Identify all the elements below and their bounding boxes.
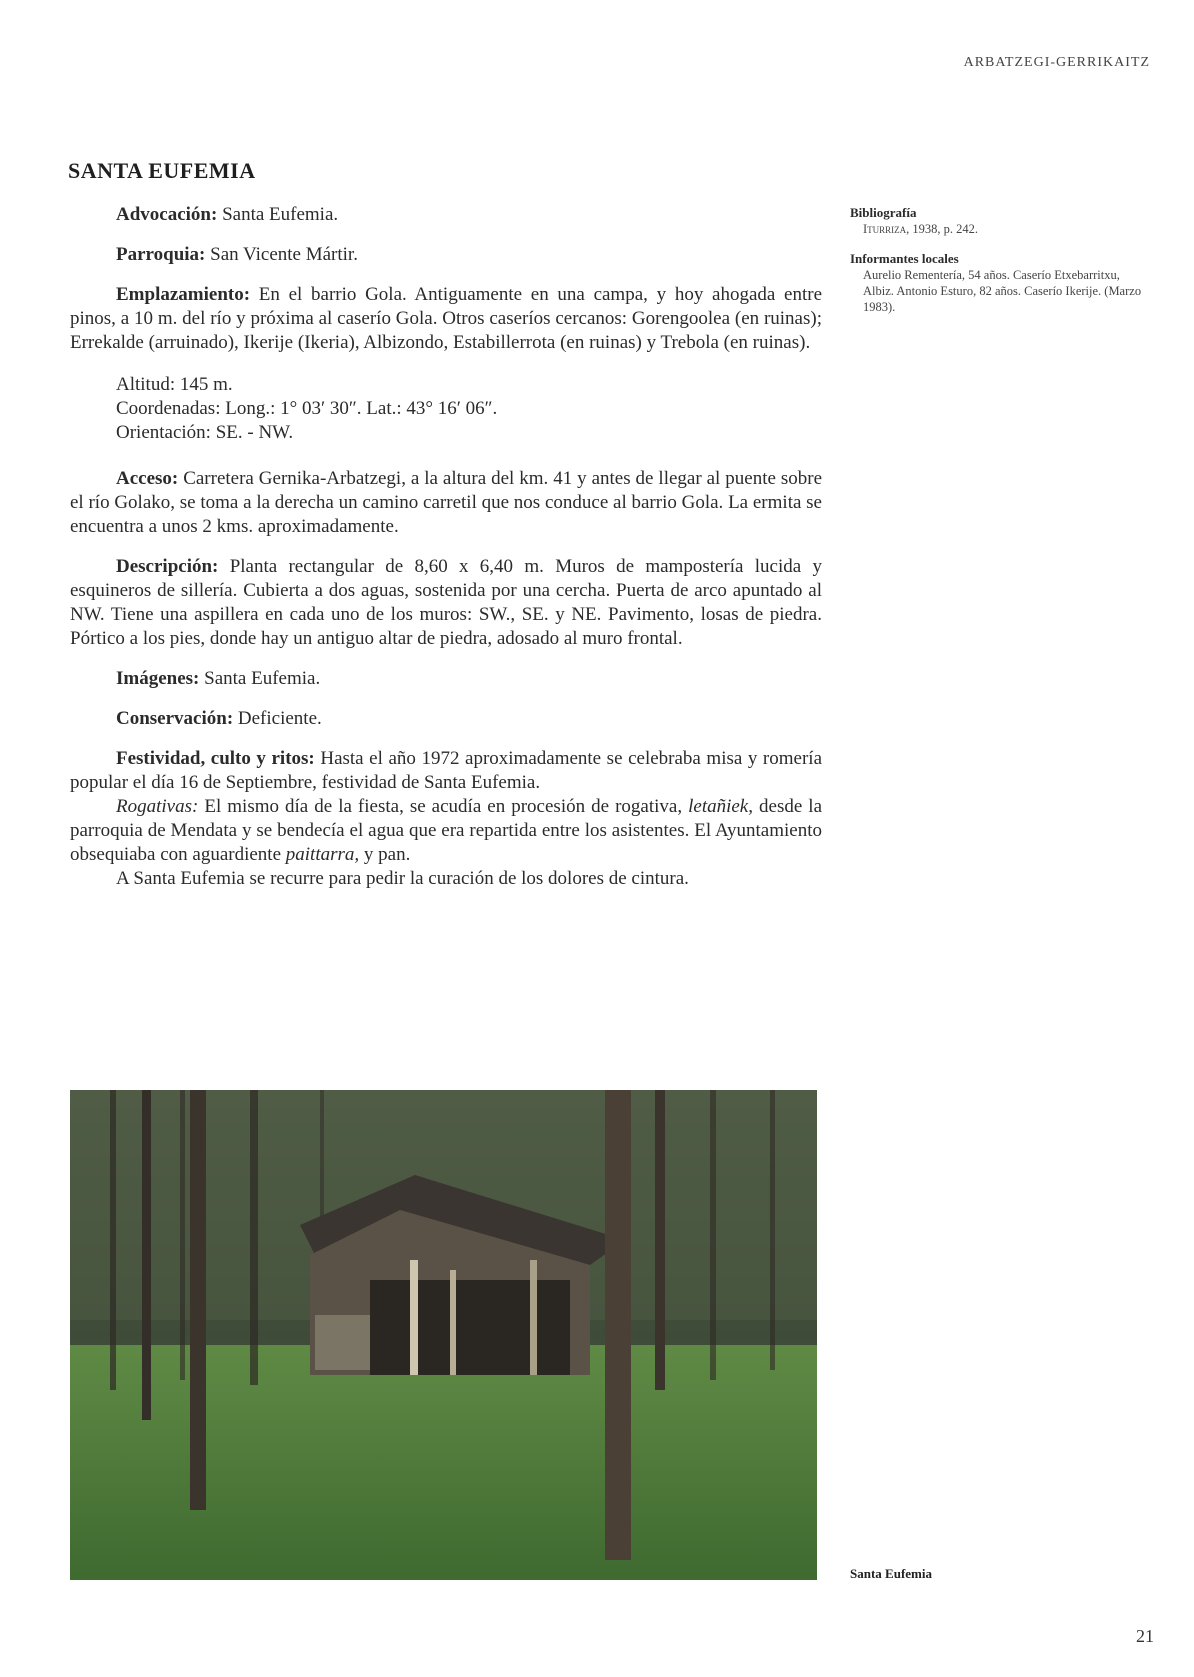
imagenes-label: Imágenes: xyxy=(116,668,200,689)
advocacion-text: Santa Eufemia. xyxy=(222,204,339,225)
emplazamiento-text: En el barrio Gola. Antiguamente en una campa, y hoy ahogada entre pinos, a 10 m. del río y próxima al caserío Gola. Otros caseríos cercanos: Gorengoolea (en ruinas); Errekalde (arruinado), Ikerije (Ikeria), Albizondo, Estabillerrota (en ruinas) y Trebola (en ruinas). xyxy=(70,284,823,353)
rogativas-paragraph xyxy=(70,795,822,867)
acceso-paragraph xyxy=(70,467,822,539)
coordenadas: Coordenadas: Long.: 1° 03′ 30″. Lat.: 43° 16′ 06″. xyxy=(116,398,498,419)
festividad-text: Hasta el año 1972 aproximadamente se celebraba misa y romería popular el día 16 de Septiembre, festividad de Santa Eufemia. xyxy=(70,748,823,793)
advocacion-label: Advocación: xyxy=(116,204,218,225)
conservacion-label: Conservación: xyxy=(116,708,234,729)
conservacion-text: Deficiente. xyxy=(237,708,322,729)
hermitage-photo xyxy=(70,1090,817,1580)
rogativas-word-a: letañiek, xyxy=(688,796,753,817)
page-title: SANTA EUFEMIA xyxy=(68,158,256,183)
bibliografia-heading: Bibliografía xyxy=(850,205,917,220)
acceso-text: Carretera Gernika-Arbatzegi, a la altura del km. 41 y antes de llegar al puente sobre el río Golako, se toma a la derecha un camino carretil que nos conduce al barrio Gola. La ermita se encuentra a unos 2 kms. aproximadamente. xyxy=(70,468,822,537)
informantes-heading: Informantes locales xyxy=(850,251,959,266)
bibliografia-entry xyxy=(863,221,1150,237)
rogativas-word-b: paittarra, xyxy=(285,844,360,865)
altitud: Altitud: 145 m. xyxy=(116,374,233,395)
descripcion-label: Descripción: xyxy=(116,556,219,577)
rogativas-label: Rogativas: xyxy=(116,796,199,817)
sidebar xyxy=(850,205,1150,329)
parroquia-paragraph xyxy=(70,243,822,267)
rogativas-text-c: y pan. xyxy=(363,844,411,865)
informantes-text: Aurelio Rementería, 54 años. Caserío Etxebarritxu, Albiz. Antonio Esturo, 82 años. Caserío Ikerije. (Marzo 1983). xyxy=(863,268,1142,314)
descripcion-paragraph xyxy=(70,555,822,651)
parroquia-text: San Vicente Mártir. xyxy=(210,244,358,265)
parroquia-label: Parroquia: xyxy=(116,244,206,265)
advocacion-paragraph xyxy=(70,203,822,227)
rogativas-text-a: El mismo día de la fiesta, se acudía en procesión de rogativa, xyxy=(204,796,683,817)
orientacion: Orientación: SE. - NW. xyxy=(116,422,294,443)
location-data xyxy=(116,373,822,445)
festividad-label: Festividad, culto y ritos: xyxy=(116,748,315,769)
acceso-label: Acceso: xyxy=(116,468,179,489)
emplazamiento-label: Emplazamiento: xyxy=(116,284,251,305)
main-text xyxy=(70,203,822,891)
imagenes-paragraph xyxy=(70,667,822,691)
conservacion-paragraph xyxy=(70,707,822,731)
bibliografia-author: Iturriza xyxy=(863,222,907,236)
bibliografia-rest: , 1938, p. 242. xyxy=(906,222,979,236)
descripcion-text: Planta rectangular de 8,60 x 6,40 m. Muros de mampostería lucida y esquineros de sillería. Cubierta a dos aguas, sostenida por una cercha. Puerta de arco apuntado al NW. Tiene una aspillera en cada uno de los muros: SW., SE. y NE. Pavimento, losas de piedra. Pórtico a los pies, donde hay un antiguo altar de piedra, adosado al muro frontal. xyxy=(70,556,823,649)
emplazamiento-paragraph xyxy=(70,283,822,355)
final-paragraph: A Santa Eufemia se recurre para pedir la curación de los dolores de cintura. xyxy=(116,868,689,889)
festividad-paragraph xyxy=(70,747,822,795)
imagenes-text: Santa Eufemia. xyxy=(204,668,321,689)
rogativas-text-b: desde la parroquia de Mendata y se bendecía el agua que era repartida entre los asistentes. El Ayuntamiento obsequiaba con aguardiente xyxy=(70,796,823,865)
figure-caption: Santa Eufemia xyxy=(850,1566,932,1581)
running-head: ARBATZEGI-GERRIKAITZ xyxy=(963,55,1150,70)
page-number: 21 xyxy=(1136,1626,1154,1646)
